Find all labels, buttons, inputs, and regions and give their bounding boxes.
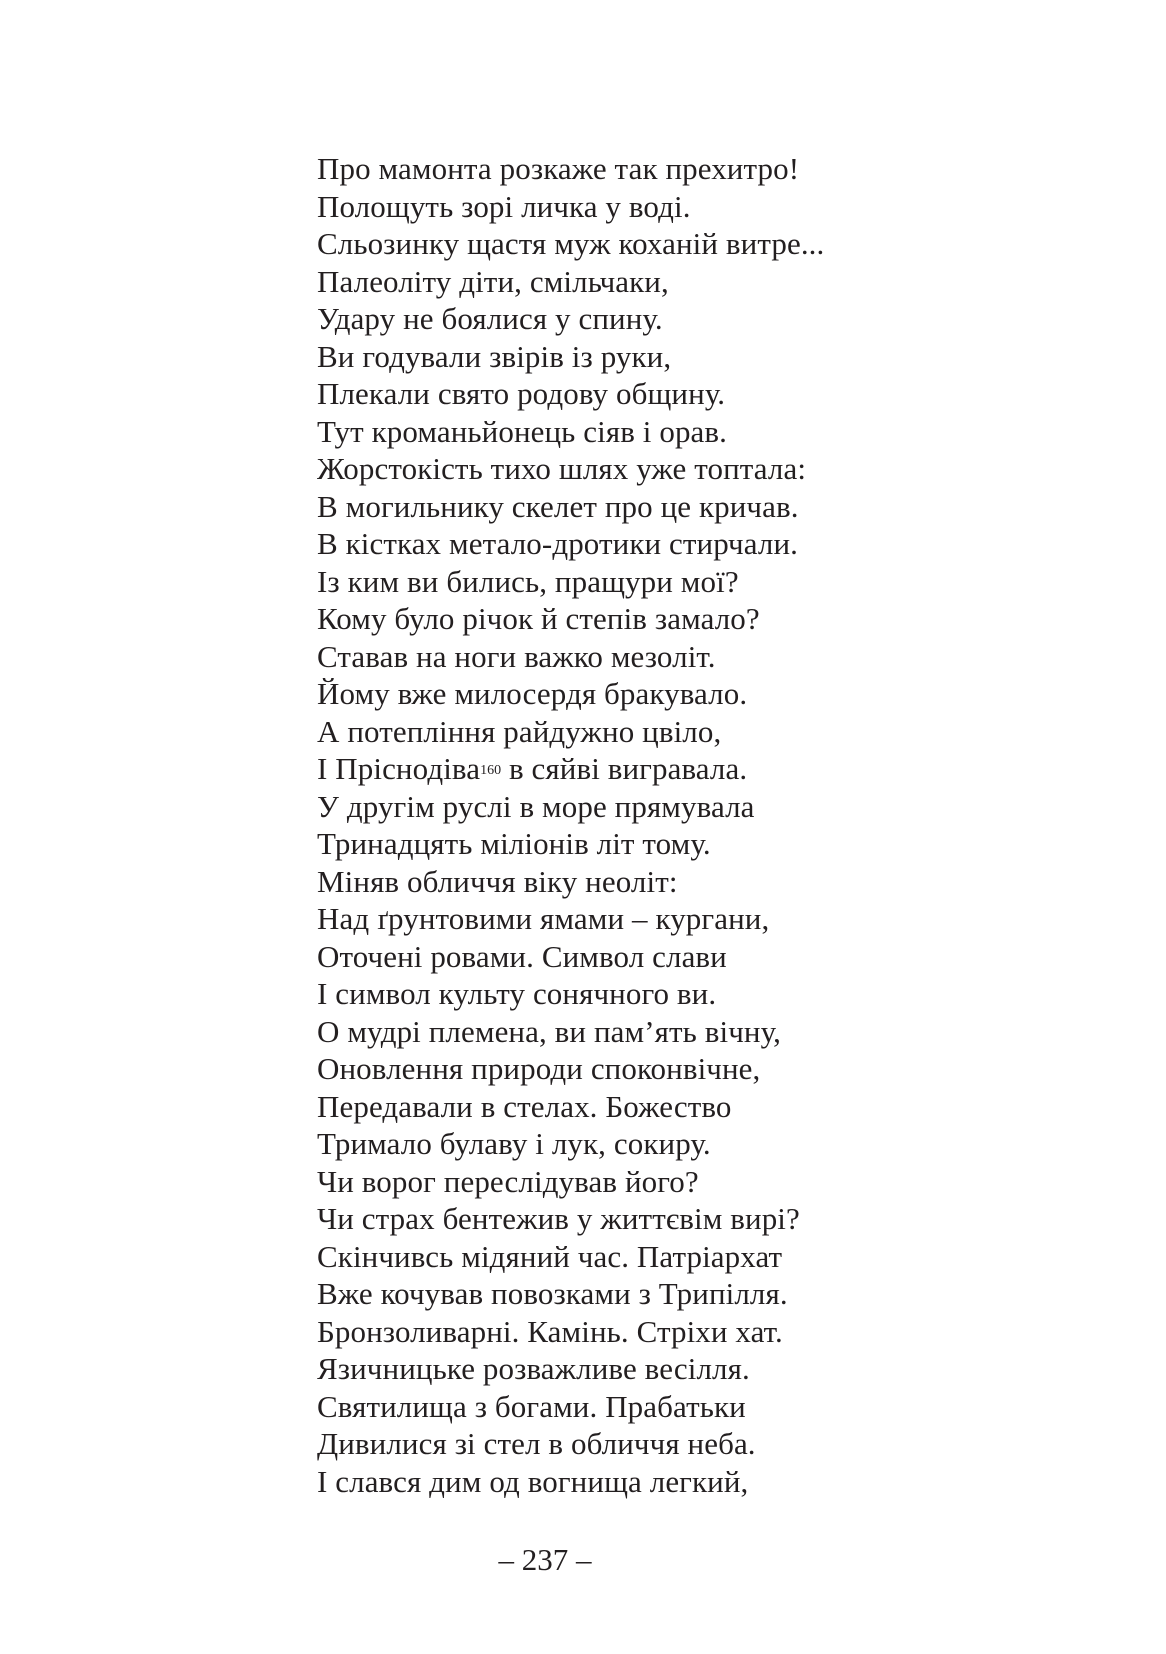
poem-line [317, 750, 1017, 788]
poem-line: Ви годували звірів із руки, [317, 338, 672, 374]
poem-line: Полощуть зорі личка у воді. [317, 188, 691, 224]
poem-line: Тут кроманьйонець сіяв і орав. [317, 413, 727, 449]
poem-line: Язичницьке розважливе весілля. [317, 1351, 750, 1386]
poem-line: Палеоліту діти, смільчаки, [317, 263, 669, 299]
poem-line: В могильнику скелет про це кричав. [317, 488, 799, 524]
poem-line: У другім руслі в море прямувала [317, 788, 755, 824]
poem-line: Ставав на ноги важко мезоліт. [317, 638, 716, 674]
poem-line: Міняв обличчя віку неоліт: [317, 863, 678, 899]
poem-line: Над ґрунтовими ямами – кургани, [317, 901, 770, 936]
poem-line: Тринадцять міліонів літ тому. [317, 826, 711, 861]
poem-line: Вже кочував повозками з Трипілля. [317, 1276, 788, 1311]
poem-line: А потепління райдужно цвіло, [317, 713, 722, 749]
poem-text [317, 150, 1017, 1500]
poem-line: Про мамонта розкаже так прехитро! [317, 151, 800, 186]
poem-line: І символ культу сонячного ви. [317, 976, 717, 1011]
poem-line: Тримало булаву і лук, сокиру. [317, 1126, 711, 1161]
poem-line: Скінчивсь мідяний час. Патріархат [317, 1238, 783, 1274]
poem-line-text: в сяйві вигравала. [501, 751, 748, 786]
poem-line: Із ким ви бились, пращури мої? [317, 563, 739, 599]
poem-line: Чи страх бентежив у життєвім вирі? [317, 1201, 800, 1236]
poem-line: Жорстокість тихо шлях уже топтала: [317, 451, 807, 486]
poem-line: Плекали свято родову общину. [317, 376, 726, 411]
poem-line: Передавали в стелах. Божество [317, 1088, 732, 1124]
poem-line: О мудрі племена, ви пам’ять вічну, [317, 1013, 781, 1049]
poem-line: Чи ворог переслідував його? [317, 1163, 699, 1199]
poem-line: Оновлення природи споконвічне, [317, 1051, 761, 1086]
poem-line: Оточені ровами. Символ слави [317, 938, 727, 974]
poem-line: Святилища з богами. Прабатьки [317, 1388, 746, 1424]
page-number: – 237 – [498, 1542, 592, 1577]
poem-line: Дивилися зі стел в обличчя неба. [317, 1426, 756, 1461]
poem-line: Кому було річок й степів замало? [317, 601, 760, 636]
footnote-reference: 160 [480, 763, 502, 778]
poem-line: В кістках метало-дротики стирчали. [317, 526, 798, 561]
poem-line: І слався дим од вогнища легкий, [317, 1463, 749, 1499]
poem-line: Бронзоливарні. Камінь. Стріхи хат. [317, 1313, 783, 1349]
poem-line-text: І Пріснодіва [317, 751, 481, 786]
poem-line: Йому вже милосердя бракувало. [317, 676, 748, 711]
poem-line: Удару не боялися у спину. [317, 301, 663, 336]
poem-line: Сльозинку щастя муж коханій витре... [317, 226, 825, 261]
